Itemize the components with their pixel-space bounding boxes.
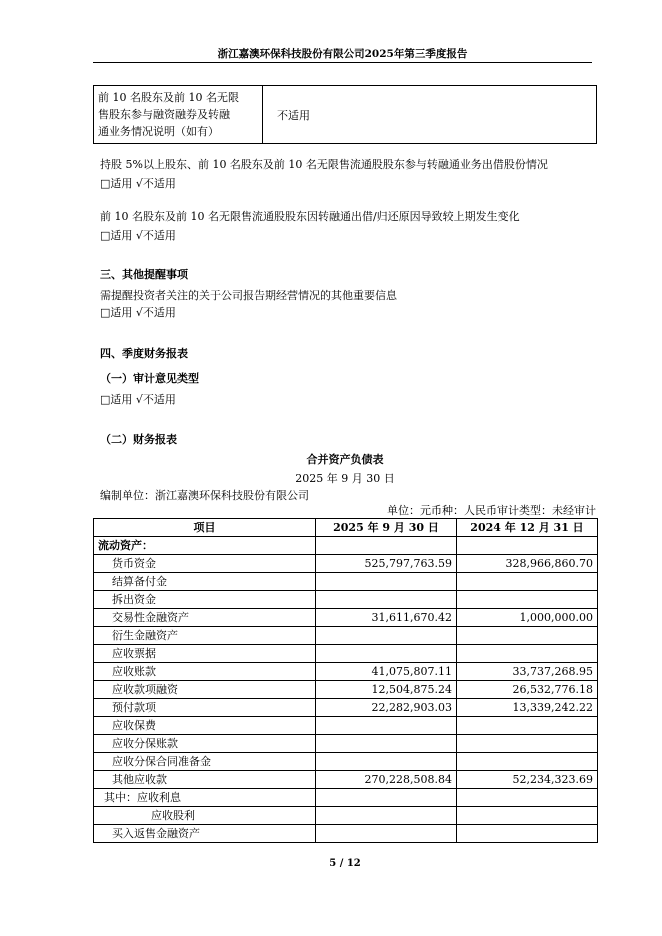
value-prior-period — [457, 789, 598, 807]
value-prior-period: 328,966,860.70 — [457, 555, 598, 573]
table-row — [94, 609, 598, 627]
currency-unit: 单位：元币种：人民币审计类型：未经审计 — [387, 504, 596, 517]
value-current-period — [316, 753, 457, 771]
audit-opinion-title: （一）审计意见类型 — [100, 372, 199, 385]
table-row — [94, 699, 598, 717]
value-prior-period — [457, 807, 598, 825]
row-item-label: 预付款项 — [94, 699, 316, 717]
row-item-label: 应收股利 — [94, 807, 316, 825]
balance-sheet-title: 合并资产负债表 — [306, 453, 384, 466]
compiler-unit: 编制单位：浙江嘉澳环保科技股份有限公司 — [100, 489, 309, 502]
value-prior-period — [457, 717, 598, 735]
row-item-label: 应收分保合同准备金 — [94, 753, 316, 771]
value-current-period: 525,797,763.59 — [316, 555, 457, 573]
table-row — [94, 771, 598, 789]
row-item-label: 货币资金 — [94, 555, 316, 573]
table-header-row — [94, 519, 598, 537]
balance-sheet-table — [93, 518, 598, 843]
value-prior-period — [457, 825, 598, 843]
value-current-period: 22,282,903.03 — [316, 699, 457, 717]
value-current-period — [316, 825, 457, 843]
table-cell — [457, 537, 598, 555]
balance-sheet-date: 2025 年 9 月 30 日 — [295, 472, 395, 485]
value-current-period — [316, 591, 457, 609]
row-item-label: 应收款项融资 — [94, 681, 316, 699]
table-row — [94, 825, 598, 843]
value-prior-period — [457, 645, 598, 663]
column-header-current: 2025 年 9 月 30 日 — [316, 519, 457, 537]
value-current-period: 41,075,807.11 — [316, 663, 457, 681]
section-3-title: 三、其他提醒事项 — [100, 268, 188, 281]
value-prior-period — [457, 591, 598, 609]
value-current-period: 12,504,875.24 — [316, 681, 457, 699]
table-row — [94, 627, 598, 645]
section-3-options: □适用 √不适用 — [100, 306, 176, 319]
table-row — [94, 645, 598, 663]
value-prior-period: 26,532,776.18 — [457, 681, 598, 699]
audit-opinion-options: □适用 √不适用 — [100, 393, 176, 406]
row-item-label: 应收分保账款 — [94, 735, 316, 753]
value-prior-period: 52,234,323.69 — [457, 771, 598, 789]
lending-shares-options: □适用 √不适用 — [100, 177, 176, 190]
value-prior-period — [457, 573, 598, 591]
page-number: 5 / 12 — [329, 858, 361, 869]
section-4-title: 四、季度财务报表 — [100, 347, 188, 360]
header-rule — [93, 62, 592, 63]
table-row — [94, 735, 598, 753]
row-item-label: 交易性金融资产 — [94, 609, 316, 627]
table-row — [94, 591, 598, 609]
row-item-label: 应收票据 — [94, 645, 316, 663]
table-row — [94, 555, 598, 573]
row-item-label: 应收保费 — [94, 717, 316, 735]
table-row — [94, 86, 597, 144]
section-label-current-assets: 流动资产： — [94, 537, 316, 555]
table-row — [94, 753, 598, 771]
answer-cell: 不适用 — [263, 86, 597, 144]
row-item-label: 衍生金融资产 — [94, 627, 316, 645]
financial-statements-title: （二）财务报表 — [100, 433, 177, 446]
row-item-label: 买入返售金融资产 — [94, 825, 316, 843]
question-cell — [94, 86, 263, 144]
table-row — [94, 789, 598, 807]
value-current-period — [316, 789, 457, 807]
value-prior-period — [457, 753, 598, 771]
value-prior-period: 1,000,000.00 — [457, 609, 598, 627]
table-row — [94, 663, 598, 681]
row-item-label: 其中：应收利息 — [94, 789, 316, 807]
question-line: 通业务情况说明（如有） — [98, 125, 219, 138]
table-row — [94, 537, 598, 555]
lending-change-text: 前 10 名股东及前 10 名无限售流通股股东因转融通出借/归还原因导致较上期发生变化 — [100, 210, 520, 223]
value-current-period: 270,228,508.84 — [316, 771, 457, 789]
table-row — [94, 681, 598, 699]
question-line: 售股东参与融资融券及转融 — [98, 108, 230, 121]
value-current-period — [316, 627, 457, 645]
value-current-period — [316, 717, 457, 735]
row-item-label: 结算备付金 — [94, 573, 316, 591]
value-current-period — [316, 645, 457, 663]
value-current-period: 31,611,670.42 — [316, 609, 457, 627]
value-current-period — [316, 807, 457, 825]
question-line: 前 10 名股东及前 10 名无限 — [98, 91, 239, 104]
value-prior-period — [457, 627, 598, 645]
table-cell — [316, 537, 457, 555]
value-current-period — [316, 573, 457, 591]
row-item-label: 拆出资金 — [94, 591, 316, 609]
value-current-period — [316, 735, 457, 753]
value-prior-period: 13,339,242.22 — [457, 699, 598, 717]
column-header-prior: 2024 年 12 月 31 日 — [457, 519, 598, 537]
value-prior-period: 33,737,268.95 — [457, 663, 598, 681]
column-header-item: 项目 — [94, 519, 316, 537]
value-prior-period — [457, 735, 598, 753]
row-item-label: 应收账款 — [94, 663, 316, 681]
section-3-text: 需提醒投资者关注的关于公司报告期经营情况的其他重要信息 — [100, 289, 397, 302]
lending-change-options: □适用 √不适用 — [100, 229, 176, 242]
lending-shares-text: 持股 5%以上股东、前 10 名股东及前 10 名无限售流通股股东参与转融通业务出借股份情况 — [100, 158, 548, 171]
table-row — [94, 573, 598, 591]
table-row — [94, 717, 598, 735]
table-row — [94, 807, 598, 825]
margin-trading-table — [93, 85, 597, 144]
row-item-label: 其他应收款 — [94, 771, 316, 789]
page-header-title: 浙江嘉澳环保科技股份有限公司2025年第三季度报告 — [217, 48, 468, 60]
